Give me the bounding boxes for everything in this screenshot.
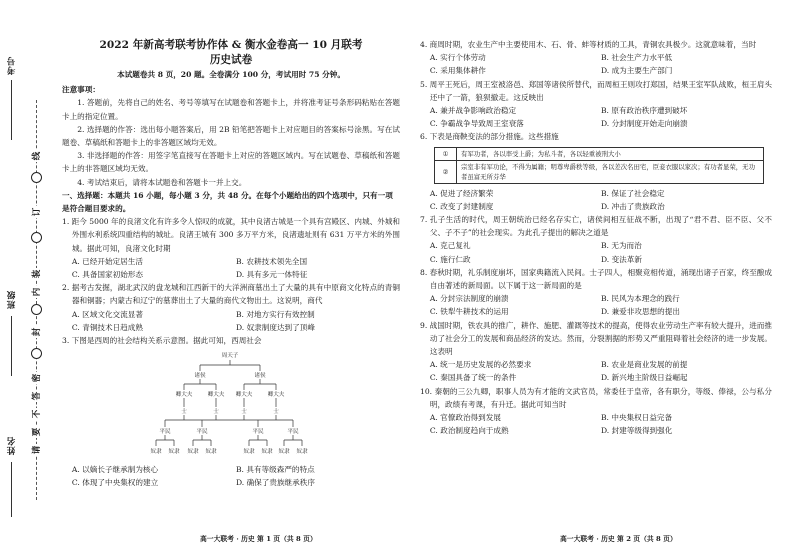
option-a[interactable]: A. 促进了经济繁荣 [429, 188, 494, 198]
table-cell-num: ① [435, 147, 457, 160]
seal-char: 线 [32, 151, 42, 161]
option-a[interactable]: A. 分封宗法制度的崩溃 [429, 294, 509, 304]
option-b[interactable]: B. 保证了社会稳定 [600, 188, 665, 198]
question-stem: 4. 商周时期，农业生产中主要使用木、石、骨、蚌等材质的工具，青铜农具极少。这就意味着，当时 [420, 40, 757, 49]
question-4 [420, 38, 772, 78]
diagram-node: 奴隶 [243, 449, 255, 456]
question-7 [420, 213, 772, 266]
option-c[interactable]: C. 采用集体耕作 [429, 66, 486, 76]
diagram-node: 卿大夫 [235, 392, 253, 399]
table-row [435, 147, 764, 160]
page-2-column [420, 38, 772, 437]
option-d[interactable]: D. 变法革新 [600, 254, 642, 264]
diagram-node: 平民 [287, 429, 299, 436]
option-a[interactable]: A. 统一是历史发展的必然要求 [429, 360, 532, 370]
seal-char: 内 [32, 287, 42, 297]
seal-char: 封 [32, 327, 42, 337]
notice-item: 2. 选择题的作答：选出每小题答案后，用 2B 铅笔把答题卡上对应题目的答案标号涂黑。写在试题卷、草稿纸和答题卡上的非答题区域均无效。 [62, 124, 400, 148]
question-stem: 6. 下表是商鞅变法的部分措施。这些措施 [420, 132, 559, 142]
option-c[interactable]: C. 争霸战争导致周王室衰落 [429, 119, 524, 129]
diagram-node: 士 [181, 409, 187, 416]
diagram-node: 周天子 [221, 353, 239, 360]
notice-heading: 注意事项： [62, 85, 100, 95]
question-10 [420, 385, 772, 438]
option-d[interactable]: D. 分封制度开始走向崩溃 [600, 119, 688, 129]
question-stem: 8. 春秋时期，礼乐制度崩坏，国家典籍流入民间。士子四人，相聚竞相传道，涌现出诸子百家，终至酿成自由著述的新局面。以下属于这一新局面的是 [420, 267, 772, 291]
option-b[interactable]: B. 农耕技术领先全国 [235, 256, 308, 266]
question-1 [62, 215, 400, 281]
diagram-node: 士 [213, 409, 219, 416]
option-b[interactable]: B. 具有等级森严的特点 [235, 465, 315, 475]
seal-char: 密 [32, 373, 42, 383]
diagram-node: 卿大夫 [175, 392, 193, 399]
question-6 [420, 130, 772, 213]
social-structure-svg [62, 349, 400, 461]
option-b[interactable]: B. 社会生产力水平低 [600, 53, 673, 63]
exam-number-label: 考号 [7, 56, 17, 75]
option-a[interactable]: A. 以嫡长子继承制为核心 [71, 465, 159, 475]
option-d[interactable]: D. 奴隶制度达到了顶峰 [235, 322, 315, 332]
option-d[interactable]: D. 封建等级得到强化 [600, 426, 673, 436]
option-a[interactable]: A. 区域文化交流显著 [71, 309, 143, 319]
option-b[interactable]: B. 无为而治 [600, 241, 642, 251]
binding-hole-icon [31, 348, 42, 359]
option-d[interactable]: D. 兼爱非攻思想的提出 [600, 307, 680, 317]
diagram-node: 平民 [196, 429, 208, 436]
option-d[interactable]: D. 具有多元一体特征 [235, 270, 308, 280]
seal-char: 不 [32, 409, 42, 419]
option-b[interactable]: B. 对地方实行有效控制 [235, 309, 315, 319]
option-d[interactable]: D. 成为主要生产部门 [600, 66, 673, 76]
page-1-column [62, 38, 400, 490]
option-a[interactable]: A. 克己复礼 [429, 241, 471, 251]
question-5 [420, 78, 772, 131]
diagram-node: 士 [273, 409, 279, 416]
diagram-node: 奴隶 [150, 449, 162, 456]
option-c[interactable]: C. 铁犁牛耕技术的运用 [429, 307, 509, 317]
binding-margin [0, 0, 58, 551]
diagram-node: 诸侯 [254, 373, 266, 380]
binding-hole-icon [31, 172, 42, 183]
option-c[interactable]: C. 改变了封建制度 [429, 201, 494, 211]
option-d[interactable]: D. 确保了贵族继承秩序 [235, 478, 315, 488]
diagram-node: 奴隶 [187, 449, 199, 456]
option-a[interactable]: A. 已经开始定居生活 [71, 256, 143, 266]
option-c[interactable]: C. 政治制度趋向于成熟 [429, 426, 509, 436]
table-row [435, 160, 764, 183]
option-b[interactable]: B. 中央集权日益完备 [600, 413, 673, 423]
class-line [11, 316, 12, 376]
option-c[interactable]: C. 青铜技术日趋成熟 [71, 322, 143, 332]
diagram-node: 奴隶 [278, 449, 290, 456]
class-label: 班级 [7, 290, 17, 309]
question-2 [62, 281, 400, 334]
option-c[interactable]: C. 施行仁政 [429, 254, 471, 264]
table-cell-num: ② [435, 160, 457, 183]
question-3 [62, 334, 400, 490]
seal-char: 装 [32, 269, 42, 279]
diagram-node: 士 [241, 409, 247, 416]
option-c[interactable]: C. 体现了中央集权的建立 [71, 478, 159, 488]
binding-hole-icon [31, 232, 42, 243]
question-9 [420, 319, 772, 385]
notice-item: 1. 答题前，先将自己的姓名、考号等填写在试题卷和答题卡上，并将准考证号条形码粘贴在答题卡上的指定位置。 [62, 98, 400, 121]
diagram-node: 奴隶 [261, 449, 273, 456]
diagram-node: 卿大夫 [207, 392, 225, 399]
question-stem: 1. 距今 5000 年的良渚文化有许多令人惊叹的成就，其中良渚古城是一个具有宫殿区、内城、外城和外围水利系统四重结构的城址。良渚王城有 300 多万平方米，良渚遗址则有 631 万平方米的外围城。据此可知，良渚文化时期 [62, 217, 400, 253]
diagram-node: 诸侯 [194, 373, 206, 380]
exam-number-line [11, 80, 12, 140]
question-stem: 9. 战国时期，铁农具的推广，耕作、施肥、灌溉等技术的提高，使得农业劳动生产率有较大提升，进而推动了社会分工的发展和商品经济的发达。然而，分裂割据的形势又严重阻碍着社会经济的进一步发展。这表明 [420, 320, 772, 357]
table-cell-text: 宗室非有军功论，不得为属籍；明尊卑爵秩等级，各以差次名田宅，臣妾衣服以家次；有功者显荣，无功者虽富无所芬华 [457, 160, 764, 183]
diagram-node: 奴隶 [168, 449, 180, 456]
seal-char: 请 [32, 445, 42, 455]
notice-item: 4. 考试结束后，请将本试题卷和答题卡一并上交。 [77, 177, 247, 187]
option-b[interactable]: B. 民风为本理念的践行 [600, 294, 680, 304]
diagram-node: 奴隶 [205, 449, 217, 456]
diagram-node: 卿大夫 [267, 392, 285, 399]
question-8 [420, 266, 772, 319]
social-structure-diagram [62, 349, 400, 461]
option-c[interactable]: C. 具备国家初始形态 [71, 270, 143, 280]
option-d[interactable]: D. 冲击了贵族政治 [600, 201, 665, 211]
option-a[interactable]: A. 兼并战争影响政治稳定 [429, 106, 517, 116]
question-stem: 3. 下图是西周的社会结构关系示意图。据此可知，西周社会 [62, 336, 262, 346]
option-d[interactable]: D. 新兴地主阶级日益崛起 [600, 373, 688, 383]
question-stem: 10. 秦朝的三公九卿，职事人员为有才能的文武官员，常委任于皇帝，各有职分，等级、俸禄，公与私分明，政绩有考课，有升迁。据此可知当时 [420, 386, 772, 409]
seal-char: 订 [32, 207, 42, 217]
reform-measures-table [434, 147, 764, 184]
seal-char: 答 [32, 391, 42, 401]
seal-char: 要 [32, 427, 42, 437]
page-footer-right: 高一大联考 · 历史 第 2 页（共 8 页） [560, 535, 677, 543]
option-a[interactable]: A. 官僚政治得到发展 [429, 413, 501, 423]
diagram-node: 奴隶 [296, 449, 308, 456]
diagram-node: 平民 [159, 429, 171, 436]
exam-info: 本试题卷共 8 页，20 题。全卷满分 100 分，考试用时 75 分钟。 [117, 70, 345, 79]
question-stem: 7. 孔子生活的时代，周王朝统治已经名存实亡，诸侯间相互征战不断，出现了“君不君、臣不臣、父不父、子不子”的社会现实。为此孔子提出的解决之道是 [420, 215, 772, 238]
option-b[interactable]: B. 农业是商业发展的前提 [600, 360, 688, 370]
question-stem: 2. 据考古发掘，湖北武汉的盘龙城和江西新干的大洋洲商墓出土了大量的具有中原商文化特点的青铜器和铜器；内蒙古和辽宁的墓葬出土了大量的商代文物出土。这说明，商代 [62, 283, 400, 306]
option-b[interactable]: B. 原有政治秩序遭到破坏 [600, 106, 688, 116]
name-line [11, 462, 12, 517]
notice-item: 3. 非选择题的作答：用签字笔直接写在答题卡上对应的答题区域内。写在试题卷、草稿纸和答题卡上的非答题区域均无效。 [62, 151, 400, 174]
exam-subject: 历史试卷 [209, 54, 253, 66]
section-heading: 一、选择题：本题共 16 小题，每小题 3 分，共 48 分。在每个小题给出的四个选项中，只有一项是符合题目要求的。 [62, 190, 393, 214]
exam-title: 2022 年新高考联考协作体 & 衡水金卷高一 10 月联考 [99, 39, 363, 51]
option-c[interactable]: C. 秦国具备了统一的条件 [429, 373, 517, 383]
table-cell-text: 有军功者，各以率受上爵；为私斗者，各以轻重被刑大小 [457, 147, 764, 160]
binding-hole-icon [31, 304, 42, 315]
question-stem: 5. 周平王死后，周王室被洛邑、郑国等诸侯所替代，而周桓王则攻打郑国，结果王室军队战败，桓王肩头还中了一箭，狼狈撤走。这反映出 [420, 79, 772, 102]
diagram-node: 平民 [252, 429, 264, 436]
page-footer-left: 高一大联考 · 历史 第 1 页（共 8 页） [200, 535, 317, 543]
name-label: 姓名 [7, 436, 17, 455]
option-a[interactable]: A. 实行个体劳动 [429, 53, 486, 63]
